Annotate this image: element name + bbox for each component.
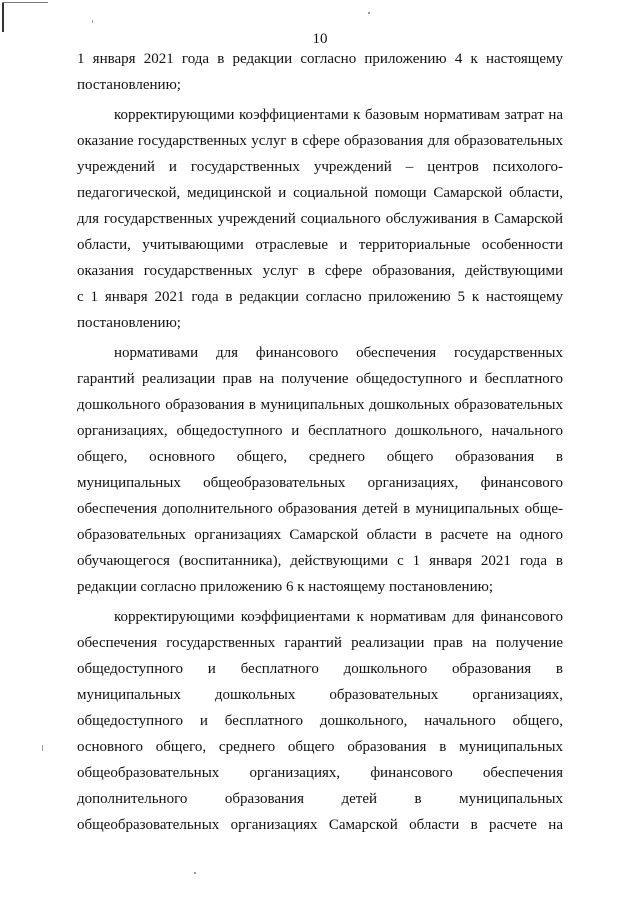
text-line: постановлению; [77, 77, 181, 93]
text-line: общеобразовательных организациях, финансового обеспечения [77, 765, 563, 781]
text-line: 1 января 2021 года в редакции согласно приложению 4 к настоящему [77, 51, 563, 67]
text-line: педагогической, медицинской и социальной помощи Самарской области, [77, 185, 563, 201]
text-line: основного общего, среднего общего образования в муниципальных [77, 739, 563, 755]
text-line: оказания государственных услуг в сфере образования, действующими [77, 263, 563, 279]
text-line: общедоступного и бесплатного дошкольного, начального общего, [77, 713, 563, 729]
scan-corner-mark-horizontal [2, 2, 48, 3]
paragraph-3 [77, 340, 563, 600]
text-line: дошкольного образования в муниципальных дошкольных образовательных [77, 397, 563, 413]
paragraph-4 [77, 604, 563, 838]
text-line: оказание государственных услуг в сфере образования для образовательных [77, 133, 563, 149]
scan-speck [194, 872, 196, 874]
text-line: муниципальных дошкольных образовательных организациях, [77, 687, 563, 703]
text-line: общеобразовательных организациях Самарской области в расчете на [77, 817, 563, 833]
text-line: общедоступного и бесплатного дошкольного образования в [77, 661, 563, 677]
text-line: общего, основного общего, среднего общего образования в [77, 449, 563, 465]
text-line: образовательных организациях Самарской области в расчете на одного [77, 527, 563, 543]
text-line: организациях, общедоступного и бесплатного дошкольного, начального [77, 423, 563, 439]
paragraph-2 [77, 102, 563, 336]
text-line: с 1 января 2021 года в редакции согласно приложению 5 к настоящему [77, 289, 563, 305]
text-line: корректирующими коэффициентами к базовым нормативам затрат на [114, 107, 563, 123]
scan-speck [92, 20, 93, 23]
page-number: 10 [312, 31, 328, 47]
text-line: обеспечения дополнительного образования детей в муниципальных обще- [77, 501, 563, 517]
text-line: муниципальных общеобразовательных организациях, финансового [77, 475, 563, 491]
text-line: корректирующими коэффициентами к нормативам для финансового [114, 609, 563, 625]
paragraph-1 [77, 46, 563, 98]
scan-speck [368, 12, 370, 14]
text-line: постановлению; [77, 315, 181, 331]
text-line: обеспечения государственных гарантий реализации прав на получение [77, 635, 563, 651]
text-line: области, учитывающими отраслевые и территориальные особенности [77, 237, 563, 253]
text-line: для государственных учреждений социального обслуживания в Самарской [77, 211, 563, 227]
text-line: редакции согласно приложению 6 к настоящему постановлению; [77, 579, 493, 595]
text-line: обучающегося (воспитанника), действующими с 1 января 2021 года в [77, 553, 563, 569]
text-line: учреждений и государственных учреждений – центров психолого- [77, 159, 563, 175]
text-line: гарантий реализации прав на получение общедоступного и бесплатного [77, 371, 563, 387]
text-line: дополнительного образования детей в муниципальных [77, 791, 563, 807]
scan-speck [42, 745, 43, 751]
scan-corner-mark [2, 2, 4, 32]
document-body [77, 46, 563, 838]
text-line: нормативами для финансового обеспечения государственных [114, 345, 563, 361]
